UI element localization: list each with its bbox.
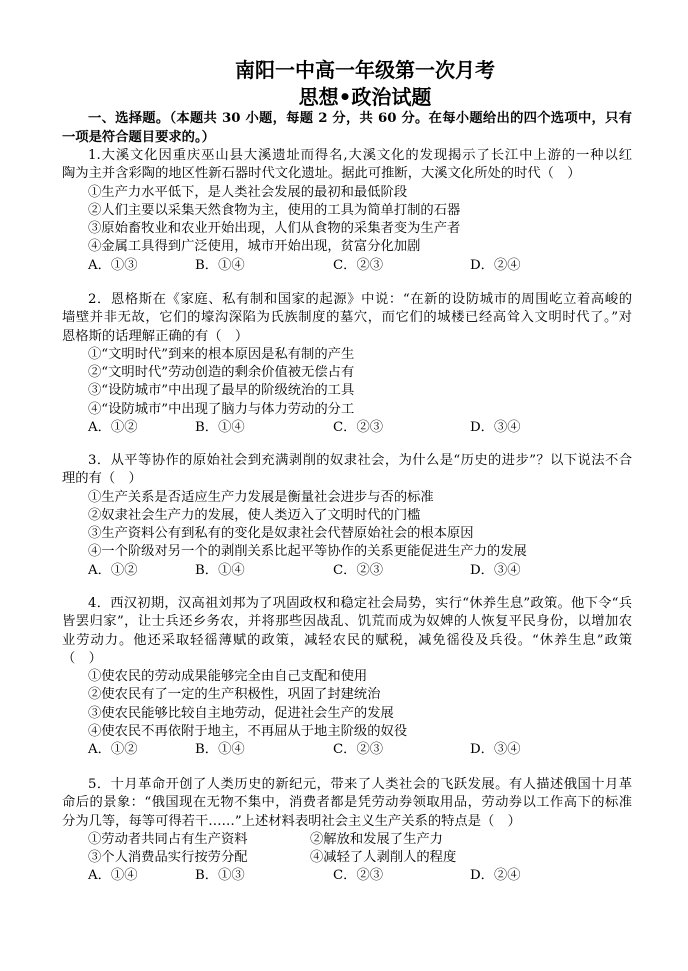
statement-2: ②“文明时代”劳动创造的剩余价值被无偿占有 <box>88 365 355 381</box>
choice-b: B．①③ <box>195 868 245 884</box>
question-stem-line: 恩格斯的话理解正确的有（ ） <box>62 328 249 344</box>
answer-choices <box>62 419 632 437</box>
section-heading-line: 一、选择题。（本题共 30 小题，每题 2 分，共 60 分。在每小题给出的四个选项中，只有 <box>88 111 632 126</box>
choice-d: D．③④ <box>470 420 521 436</box>
statement-1: ①生产关系是否适应生产力发展是衡量社会进步与否的标准 <box>88 489 434 505</box>
question-stem-line: 皆罢归家”，让士兵还乡务农，并将那些因战乱、饥荒而成为奴婢的人恢复平民身份，以增加农 <box>62 614 632 630</box>
statement-3: ③“设防城市”中出现了最早的阶级统治的工具 <box>88 383 355 399</box>
choice-d: D．③④ <box>470 562 521 578</box>
statement-1: ①“文明时代”到来的根本原因是私有制的产生 <box>88 346 355 362</box>
question-stem-line: 2．恩格斯在《家庭、私有制和国家的起源》中说：“在新的设防城市的周围屹立着高峻的 <box>88 292 632 307</box>
choice-a: A．①② <box>88 562 138 578</box>
answer-choices <box>62 562 632 580</box>
choice-c: C．②③ <box>333 868 384 884</box>
choice-c: C．②③ <box>333 562 384 578</box>
answer-choices <box>62 741 632 759</box>
choice-c: C．②③ <box>333 257 384 273</box>
question-stem-line: 4．西汉初期，汉高祖刘邦为了巩固政权和稳定社会局势，实行“休养生息”政策。他下令“兵 <box>88 596 632 611</box>
choice-a: A．①④ <box>88 868 138 884</box>
question-stem-line: 1.大溪文化因重庆巫山县大溪遗址而得名,大溪文化的发现揭示了长江中上游的一种以红 <box>88 148 632 163</box>
question-stem-line: 陶为主并含彩陶的地区性新石器时代文化遗址。据此可推断，大溪文化所处的时代（ ） <box>62 166 581 182</box>
statement-3: ③使农民能够比较自主地劳动，促进社会生产的发展 <box>88 705 394 721</box>
choice-b: B．①④ <box>195 742 245 758</box>
question-stem-line: 分为几等，每等可得若干……”上述材料表明社会主义生产关系的特点是（ ） <box>62 813 521 829</box>
statement-3: ③生产资料公有到私有的变化是奴隶社会代替原始社会的根本原因 <box>88 526 474 542</box>
statement-4: ④一个阶级对另一个的剥削关系比起平等协作的关系更能促进生产力的发展 <box>88 544 527 560</box>
statement-4: ④减轻了人剥削人的程度 <box>310 850 457 866</box>
question-stem-line: 5．十月革命开创了人类历史的新纪元，带来了人类社会的飞跃发展。有人描述俄国十月革 <box>88 777 632 792</box>
question-stem-line: 3．从平等协作的原始社会到充满剥削的奴隶社会，为什么是“历史的进步”？以下说法不合 <box>88 453 632 468</box>
question-4 <box>62 595 632 760</box>
statement-1: ①使农民的劳动成果能够完全由自己支配和使用 <box>88 669 368 685</box>
choice-c: C．②③ <box>333 742 384 758</box>
statement-3: ③原始畜牧业和农业开始出现，人们从食物的采集者变为生产者 <box>88 221 461 237</box>
statement-2: ②使农民有了一定的生产积极性，巩固了封建统治 <box>88 687 381 703</box>
statement-row <box>62 831 632 849</box>
answer-choices <box>62 257 632 275</box>
statement-1: ①劳动者共同占有生产资料 <box>88 831 248 847</box>
choice-a: A．①③ <box>88 257 138 273</box>
choice-c: C．②③ <box>333 420 384 436</box>
statement-2: ②人们主要以采集天然食物为主，使用的工具为简单打制的石器 <box>88 202 461 218</box>
statement-4: ④使农民不再依附于地主，不再屈从于地主阶级的奴役 <box>88 724 408 740</box>
statement-4: ④“设防城市”中出现了脑力与体力劳动的分工 <box>88 401 355 417</box>
choice-b: B．①④ <box>195 420 245 436</box>
choice-d: D．②④ <box>470 868 521 884</box>
statement-2: ②解放和发展了生产力 <box>310 831 443 847</box>
choice-a: A．①② <box>88 742 138 758</box>
question-stem-line: 理的有（ ） <box>62 471 142 487</box>
exam-title: 南阳一中高一年级第一次月考 <box>235 58 495 82</box>
question-stem-line: 业劳动力。他还采取轻徭薄赋的政策，减轻农民的赋税，减免徭役及兵役。“休养生息”政策 <box>62 632 632 648</box>
statement-3: ③个人消费品实行按劳分配 <box>88 850 248 866</box>
choice-b: B．①④ <box>195 257 245 273</box>
choice-d: D．③④ <box>470 742 521 758</box>
statement-1: ①生产力水平低下，是人类社会发展的最初和最低阶段 <box>88 184 408 200</box>
section-heading-line: 一项是符合题目要求的。） <box>62 130 215 145</box>
statement-row <box>62 849 632 867</box>
question-5 <box>62 776 632 886</box>
statement-2: ②奴隶社会生产力的发展，使人类迈入了文明时代的门槛 <box>88 507 421 523</box>
question-stem-line: 命后的景象：“俄国现在无物不集中，消费者都是凭劳动券领取用品，劳动券以工作高下的标准 <box>62 795 632 811</box>
question-3 <box>62 452 632 580</box>
choice-a: A．①② <box>88 420 138 436</box>
question-2 <box>62 291 632 437</box>
question-1 <box>62 147 632 275</box>
statement-4: ④金属工具得到广泛使用，城市开始出现，贫富分化加剧 <box>88 239 421 255</box>
choice-b: B．①④ <box>195 562 245 578</box>
exam-subtitle: 思想•政治试题 <box>298 85 432 109</box>
question-stem-line: 墙壁并非无故，它们的壕沟深陷为氏族制度的墓穴，而它们的城楼已经高耸入文明时代了。”对 <box>62 310 632 326</box>
question-stem-line: （ ） <box>62 650 102 666</box>
answer-choices <box>62 867 632 885</box>
choice-d: D．②④ <box>470 257 521 273</box>
section-heading <box>62 109 632 147</box>
